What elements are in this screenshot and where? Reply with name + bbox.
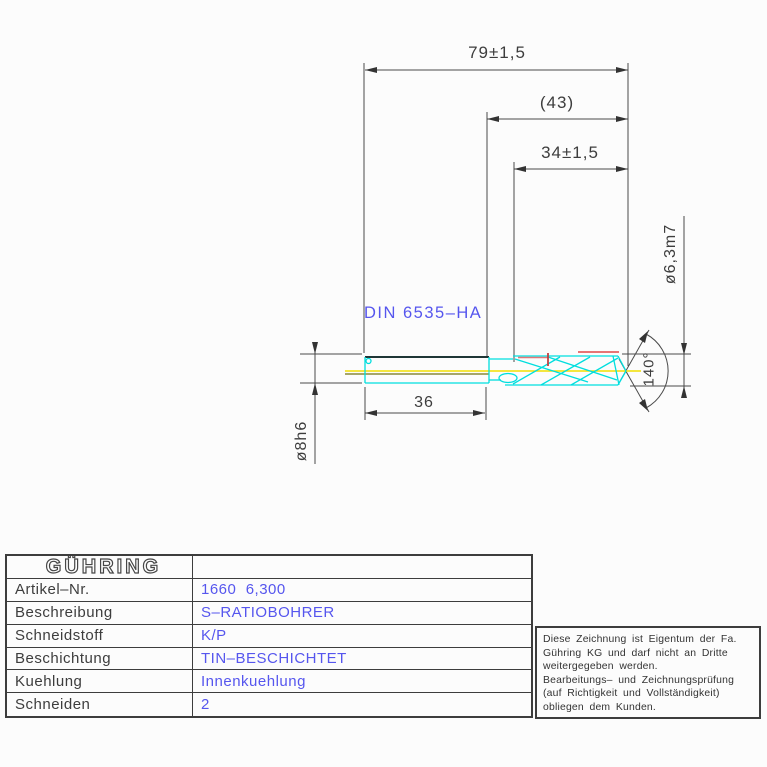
row-value-schneiden: 2 [201,696,210,714]
din-standard-label: DIN 6535–HA [364,304,483,322]
row-value-artikel-nr: 1660 6,300 [193,579,531,602]
dim-overall-length: 79±1,5 [468,43,526,62]
row-label-artikel-nr: Artikel–Nr. [7,579,193,602]
disclaimer-line: Gühring KG und darf nicht an Dritte [543,647,728,659]
title-block-table [5,554,533,718]
brand-cell-spacer [193,556,531,579]
dim-cutting-diameter: ø6,3m7 [662,223,679,285]
dim-point-angle: 140° [640,351,658,387]
guehring-logo: GÜHRING [45,556,162,578]
row-value-beschreibung: S–RATIOBOHRER [193,602,531,625]
row-value-beschichtung: TIN–BESCHICHTET [193,648,531,671]
dim-flute-length: 34±1,5 [541,143,599,162]
disclaimer-line: Diese Zeichnung ist Eigentum der Fa. [543,634,737,645]
row-label-schneiden: Schneiden [7,693,193,716]
row-label-schneidstoff: Schneidstoff [7,625,193,648]
row-value-schneidstoff: K/P [193,625,531,648]
disclaimer-line: (auf Richtigkeit und Vollständigkeit) [543,688,720,699]
disclaimer-line: weitergegeben werden. [543,661,658,672]
disclaimer-line: Bearbeitungs– und Zeichnungsprüfung [543,674,735,686]
disclaimer-line: obliegen dem Kunden. [543,701,656,713]
ownership-disclaimer-box [535,626,761,719]
row-label-kuehlung: Kuehlung [7,670,193,693]
row-label-beschichtung: Beschichtung [7,648,193,671]
dim-reference-length: (43) [539,93,575,112]
brand-cell [7,556,193,579]
dimension-lines [300,63,691,464]
row-label-beschreibung: Beschreibung [7,602,193,625]
dim-shank-diameter: ø8h6 [293,420,310,462]
row-value-kuehlung: Innenkuehlung [193,670,531,693]
dim-shank-length: 36 [414,394,434,411]
